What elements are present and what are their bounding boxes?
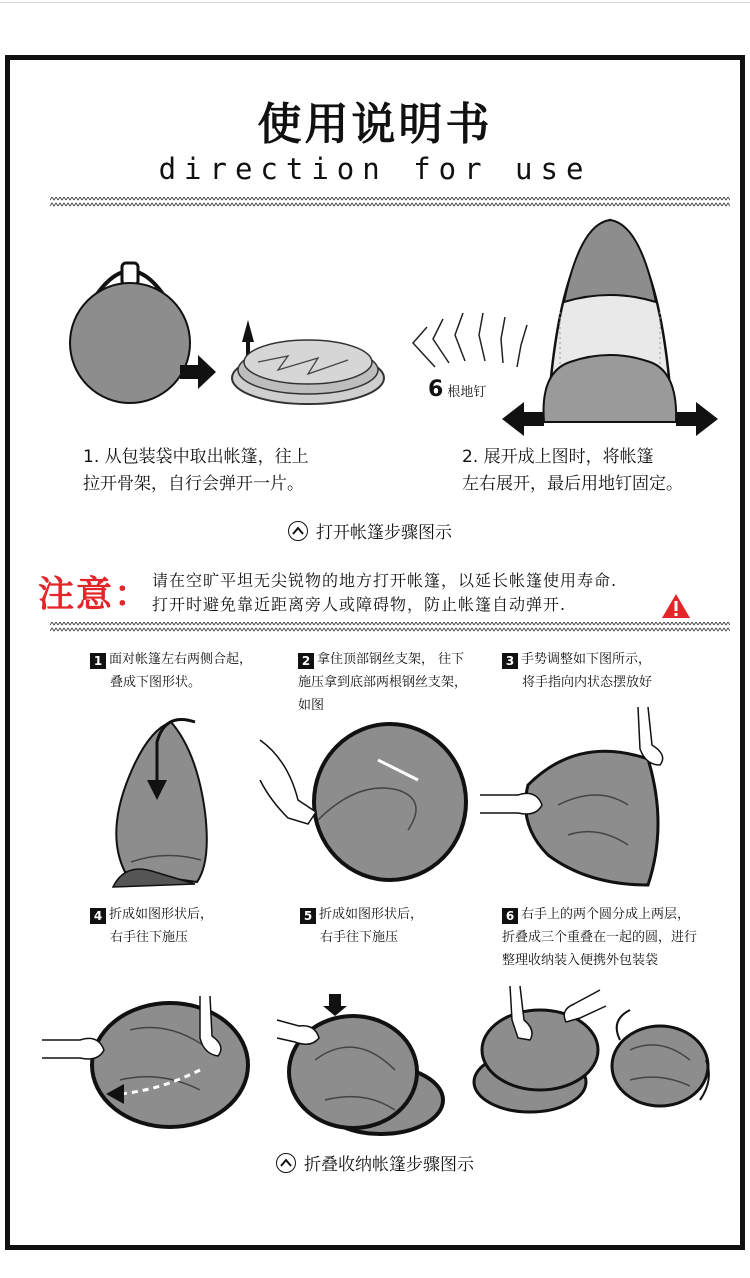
fold-step-5-illustration [275,990,450,1140]
setup-step-2 [462,444,683,498]
fold-step-4-number: 4 [90,908,106,924]
popped-tent-illustration [228,318,388,408]
fold-step-3-illustration [478,705,683,900]
fold-step-3-line2: 将手指向内状态摆放好 [522,675,653,690]
fold-step-6-illustration [470,980,720,1120]
page-subtitle: direction for use [158,152,592,186]
setup-step-1 [83,444,309,498]
fold-step-6-number: 6 [502,908,518,924]
top-divider [0,2,750,3]
fold-step-5-number: 5 [300,908,316,924]
fold-step-1-illustration [105,712,225,892]
fold-step-6-line2: 折叠成三个重叠在一起的圆，进行 [502,930,698,945]
warning-triangle-icon [661,593,691,619]
fold-step-3 [502,648,652,694]
fold-step-2-line3: 如图 [298,698,325,713]
right-arrow-icon [180,355,218,389]
setup-step-1-line1: 1. 从包装袋中取出帐篷，往上 [83,447,309,467]
zigzag-divider-top [50,197,730,207]
fold-step-2-line2: 施压拿到底部两根钢丝支架， [298,675,468,690]
fold-step-1-number: 1 [90,653,106,669]
setup-step-2-line1: 2. 展开成上图时，将帐篷 [462,447,654,467]
fold-step-4 [90,903,213,949]
fold-step-3-number: 3 [502,653,518,669]
fold-caption-text: 折叠收纳帐篷步骤图示 [304,1155,474,1175]
fold-step-5-line2: 右手往下施压 [320,930,399,945]
fold-step-1-line2: 叠成下图形状。 [110,675,202,690]
notice-line-2: 打开时避免靠近距离旁人或障碍物，防止帐篷自动弹开. [152,595,567,614]
fold-step-6-line3: 整理收纳装入便携外包装袋 [502,953,659,968]
fold-step-2 [298,648,467,717]
zigzag-divider-middle [50,622,730,632]
fold-step-2-line1: 拿住顶部钢丝支架， 往下 [317,652,465,667]
fold-step-6 [502,903,697,972]
fold-step-5-line1: 折成如图形状后， [319,907,424,922]
ground-nails-label [428,377,486,402]
fold-step-4-line1: 折成如图形状后， [109,907,214,922]
setup-caption-text: 打开帐篷步骤图示 [316,523,452,543]
notice-label: 注意： [38,574,153,615]
fold-step-4-line2: 右手往下施压 [110,930,189,945]
open-tent-illustration [500,212,720,442]
fold-caption [276,1150,474,1175]
fold-step-1-line1: 面对帐篷左右两侧合起， [109,652,253,667]
fold-step-2-number: 2 [298,653,314,669]
ground-nails-count: 6 [428,377,444,402]
fold-step-6-line1: 右手上的两个圆分成上两层， [521,907,691,922]
up-arrow-circle-icon [288,521,308,541]
up-arrow-circle-icon [276,1153,296,1173]
setup-caption [288,518,452,543]
ground-nails-text: 根地钉 [447,385,487,400]
setup-step-2-line2: 左右展开，最后用地钉固定。 [462,474,683,494]
fold-step-4-illustration [40,990,250,1135]
fold-step-2-illustration [258,720,470,885]
fold-step-1 [90,648,252,694]
fold-step-3-line1: 手势调整如下图所示， [521,652,652,667]
fold-step-5 [300,903,423,949]
setup-step-1-line2: 拉开骨架，自行会弹开一片。 [83,474,304,494]
notice-line-1: 请在空旷平坦无尖锐物的地方打开帐篷，以延长帐篷使用寿命. [152,571,618,590]
page-title: 使用说明书 [257,99,493,150]
